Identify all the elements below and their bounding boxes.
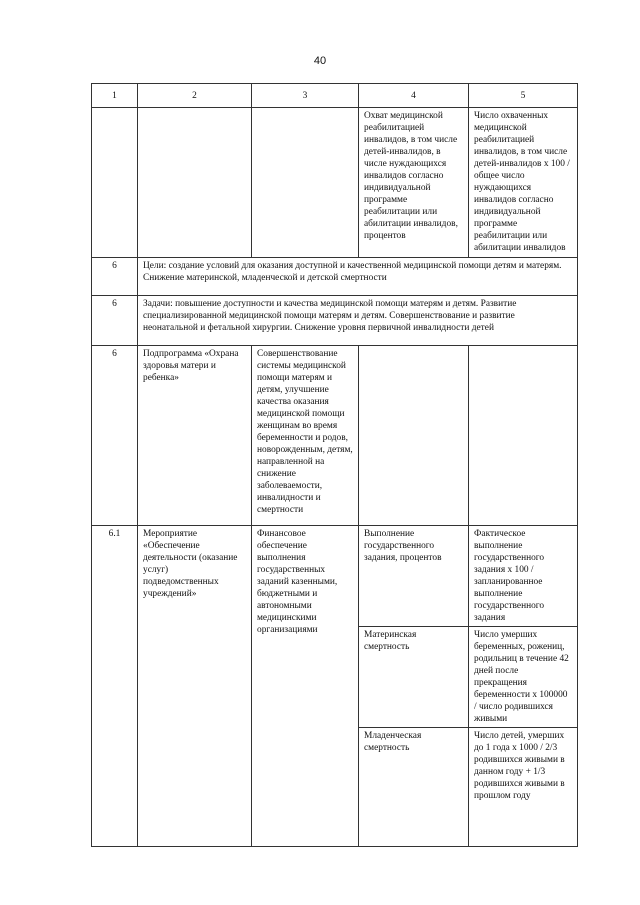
subprogram-title: Подпрограмма «Охрана здоровья матери и ребенка»	[138, 346, 252, 526]
row-number: 6	[92, 296, 138, 346]
indicator-infant-mortality: Младенческая смертность	[359, 728, 469, 847]
subprogram-description: Совершенствование системы медицинской помощи матерям и детям, улучшение качества оказания медицинской помощи женщинам во время беременности и родов, новорожденным, детям, направленной на снижение заболеваемости, инвалидности и смертности	[252, 346, 359, 526]
event-description: Финансовое обеспечение выполнения государственных заданий казенными, бюджетными и автономными медицинскими организациями	[252, 526, 359, 847]
table-row-rehabilitation	[92, 108, 578, 258]
formula-maternal-mortality: Число умерших беременных, рожениц, родильниц в течение 42 дней после прекращения беременности х 100000 / число родившихся живыми	[469, 627, 578, 728]
header-col-3: 3	[252, 84, 359, 108]
row-number: 6	[92, 258, 138, 296]
table-row-event-6-1	[92, 526, 578, 627]
header-col-5: 5	[469, 84, 578, 108]
indicator-state-task: Выполнение государственного задания, процентов	[359, 526, 469, 627]
cell-empty-4	[359, 346, 469, 526]
row-number: 6.1	[92, 526, 138, 847]
formula-state-task: Фактическое выполнение государственного задания х 100 / запланированное выполнение государственного задания	[469, 526, 578, 627]
event-title: Мероприятие «Обеспечение деятельности (оказание услуг) подведомственных учреждений»	[138, 526, 252, 847]
indicator-maternal-mortality: Материнская смертность	[359, 627, 469, 728]
cell-empty-1	[92, 108, 138, 258]
formula-infant-mortality: Число детей, умерших до 1 года х 1000 / 2/3 родившихся живыми в данном году + 1/3 родившихся живыми в прошлом году	[469, 728, 578, 847]
table-row-tasks	[92, 296, 578, 346]
row-number: 6	[92, 346, 138, 526]
table-row-subprogram	[92, 346, 578, 526]
cell-empty-5	[469, 346, 578, 526]
tasks-text: Задачи: повышение доступности и качества медицинской помощи матерям и детям. Развитие специализированной медицинской помощи матерям и детям. Совершенствование и развитие неонатальной и фетальной хирургии. Снижение уровня первичной инвалидности детей	[138, 296, 578, 346]
cell-empty-2	[138, 108, 252, 258]
goals-text: Цели: создание условий для оказания доступной и качественной медицинской помощи детям и матерям. Снижение материнской, младенческой и детской смертности	[138, 258, 578, 296]
header-col-2: 2	[138, 84, 252, 108]
table-header-row	[92, 84, 578, 108]
formula-rehabilitation-coverage: Число охваченных медицинской реабилитацией инвалидов, в том числе детей-инвалидов х 100 / общее число нуждающихся инвалидов согласно индивидуальной программе реабилитации или абилитации инвалидов	[469, 108, 578, 258]
page-number: 40	[313, 55, 327, 67]
indicator-rehabilitation-coverage: Охват медицинской реабилитацией инвалидов, в том числе детей-инвалидов, в числе нуждающихся инвалидов согласно индивидуальной программе реабилитации или абилитации инвалидов, процентов	[359, 108, 469, 258]
indicators-table	[91, 83, 578, 847]
cell-empty-3	[252, 108, 359, 258]
header-col-4: 4	[359, 84, 469, 108]
table-row-goals	[92, 258, 578, 296]
header-col-1: 1	[92, 84, 138, 108]
